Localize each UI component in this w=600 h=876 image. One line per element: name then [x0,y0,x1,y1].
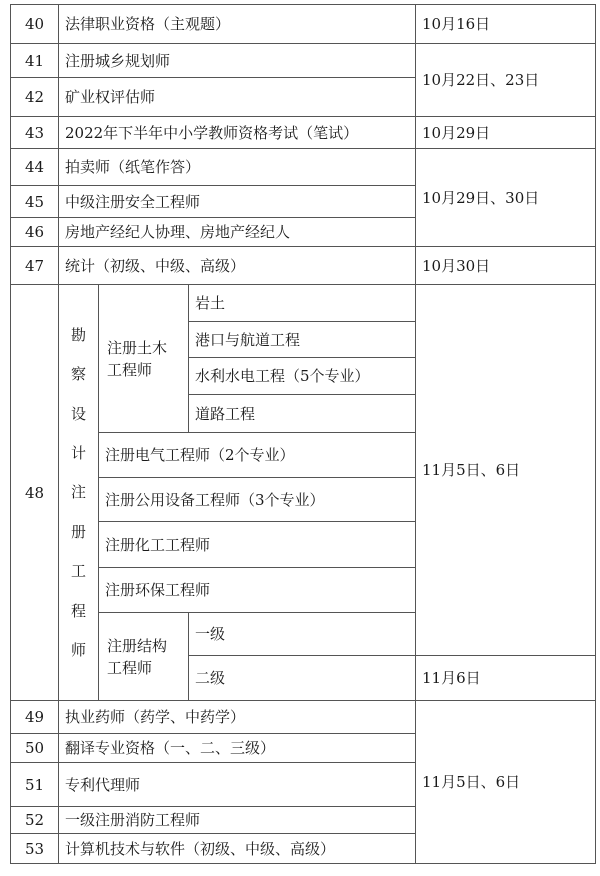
civil-subject: 港口与航道工程 [195,330,301,349]
exam-name: 矿业权评估师 [65,88,156,106]
structural-engineer-label: 注册结构工程师 [107,636,168,677]
exam-date: 10月30日 [422,256,491,275]
electrical-engineer: 注册电气工程师（2个专业） [105,446,295,464]
row-number: 51 [24,775,45,794]
civil-subject: 岩土 [195,294,226,312]
chemical-engineer: 注册化工工程师 [105,535,211,554]
row-number: 50 [24,739,45,757]
row-number: 52 [24,811,45,829]
civil-engineer-label: 注册土木工程师 [107,338,168,379]
exam-date: 11月6日 [422,669,481,687]
exam-date: 11月5日、6日 [422,461,521,479]
exam-name: 专利代理师 [65,775,141,794]
table-border [10,863,596,864]
exam-name: 翻译专业资格（一、二、三级） [65,739,276,757]
exam-name: 拍卖师（纸笔作答） [65,158,201,176]
row-number: 44 [24,158,45,176]
exam-name: 房地产经纪人协理、房地产经纪人 [65,223,291,241]
exam-name: 2022年下半年中小学教师资格考试（笔试） [65,123,359,142]
exam-date: 11月5日、6日 [422,773,521,791]
row-number: 48 [24,483,45,502]
row-number: 40 [24,15,45,33]
civil-subject: 水利水电工程（5个专业） [195,367,370,385]
survey-engineer-title: 勘 察 设 计 注 册 工 程 师 [70,325,86,660]
row-number: 45 [24,192,45,211]
utility-engineer: 注册公用设备工程师（3个专业） [105,490,325,509]
exam-name: 计算机技术与软件（初级、中级、高级） [65,839,336,858]
row-number: 46 [24,223,45,241]
row-number: 43 [24,123,45,142]
environmental-engineer: 注册环保工程师 [105,581,211,599]
exam-name: 法律职业资格（主观题） [65,15,231,33]
exam-date: 10月29日、30日 [422,188,540,207]
exam-name: 执业药师（药学、中药学） [65,708,246,726]
row-number: 42 [24,88,45,106]
row-number: 47 [24,256,45,275]
exam-name: 中级注册安全工程师 [65,192,201,211]
exam-date: 10月29日 [422,123,491,142]
exam-name: 一级注册消防工程师 [65,811,201,829]
exam-date: 10月16日 [422,15,491,33]
exam-name: 注册城乡规划师 [65,51,171,70]
structural-level: 二级 [195,669,226,687]
structural-level: 一级 [195,625,226,643]
table-border [595,4,596,864]
civil-subject: 道路工程 [195,404,256,423]
row-number: 49 [24,708,45,726]
exam-name: 统计（初级、中级、高级） [65,256,246,275]
exam-date: 10月22日、23日 [422,71,540,89]
row-number: 41 [24,51,45,70]
row-number: 53 [24,839,45,858]
